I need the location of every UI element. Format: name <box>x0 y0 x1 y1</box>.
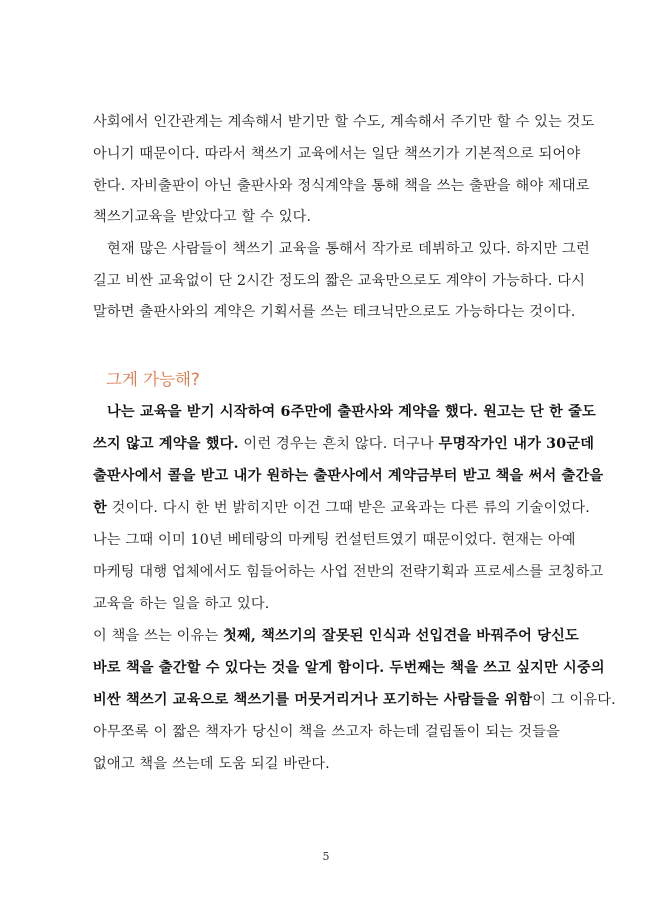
text-line <box>93 594 560 614</box>
text-line <box>93 562 604 582</box>
text-line <box>93 144 581 164</box>
text-segment: 마케팅 대행 업체에서도 힘들어하는 사업 전반의 전략기획과 프로세스를 코칭하고 <box>93 564 604 580</box>
text-line <box>93 434 595 454</box>
text-segment: 한다. 자비출판이 아닌 출판사와 정식계약을 통해 책을 쓰는 출판을 해야 제대로 <box>93 178 590 194</box>
text-line <box>93 690 616 710</box>
bold-text-segment: 출판사에서 콜을 받고 내가 원하는 출판사에서 계약금부터 받고 책을 써서 출간을 <box>93 468 604 484</box>
bold-text-segment: 비싼 책쓰기 교육으로 책쓰기를 머뭇거리거나 포기하는 사람들을 위함 <box>93 692 533 708</box>
text-line <box>93 466 604 486</box>
bold-text-segment: 바로 책을 출간할 수 있다는 것을 알게 함이다. 두번째는 책을 쓰고 싶지만 시중의 <box>93 660 605 676</box>
bold-text-segment: 쓰지 않고 계약을 했다. <box>93 436 239 452</box>
bold-text-segment: 나는 교육을 받기 시작하여 6주만에 출판사와 계약을 했다. 원고는 단 한 줄도 <box>107 404 596 420</box>
text-segment: 아무쪼록 이 짧은 책자가 당신이 책을 쓰고자 하는데 걸림돌이 되는 것들을 <box>93 724 560 740</box>
text-line <box>93 302 576 322</box>
text-line <box>93 112 595 132</box>
text-line <box>93 530 576 550</box>
text-line <box>93 722 560 742</box>
text-segment: 것이다. 다시 한 번 밝히지만 이건 그때 받은 교육과는 다른 류의 기술이었다. <box>106 500 590 516</box>
bold-text-segment: 무명작가인 내가 30군데 <box>438 436 595 452</box>
text-segment: 이 책을 쓰는 이유는 <box>93 628 224 644</box>
text-segment: 아니기 때문이다. 따라서 책쓰기 교육에서는 일단 책쓰기가 기본적으로 되어야 <box>93 146 581 162</box>
text-line <box>93 626 579 646</box>
text-segment: 말하면 출판사와의 계약은 기획서를 쓰는 테크닉만으로도 가능하다는 것이다. <box>93 304 576 320</box>
text-line <box>93 498 590 518</box>
text-segment: 사회에서 인간관계는 계속해서 받기만 할 수도, 계속해서 주기만 할 수 있는 것도 <box>93 114 595 130</box>
text-line <box>93 239 590 259</box>
text-segment: 현재 많은 사람들이 책쓰기 교육을 통해서 작가로 데뷔하고 있다. 하지만 그런 <box>107 241 590 257</box>
text-line <box>93 176 590 196</box>
text-line <box>93 271 586 291</box>
page-number: 5 <box>322 850 330 863</box>
text-segment: 길고 비싼 교육없이 단 2시간 정도의 짧은 교육만으로도 계약이 가능하다. 다시 <box>93 273 586 289</box>
text-line <box>93 207 560 227</box>
text-segment: 나는 그때 이미 10년 베테랑의 마케팅 컨설턴트였기 때문이었다. 현재는 아예 <box>93 532 576 548</box>
text-line <box>93 402 596 422</box>
section-heading: 그게 가능해? <box>106 370 200 389</box>
bold-text-segment: 한 <box>93 500 107 516</box>
text-segment: 책쓰기교육을 받았다고 할 수 있다. <box>93 209 312 225</box>
text-segment: 교육을 하는 일을 하고 있다. <box>93 596 270 612</box>
text-segment: 없애고 책을 쓰는데 도움 되길 바란다. <box>93 756 330 772</box>
text-line <box>93 754 560 774</box>
text-segment: 이런 경우는 흔치 않다. 더구나 <box>238 436 439 452</box>
text-segment: 이 그 이유다. <box>532 692 616 708</box>
bold-text-segment: 첫째, 책쓰기의 잘못된 인식과 선입견을 바꿔주어 당신도 <box>223 628 579 644</box>
text-line <box>93 658 605 678</box>
